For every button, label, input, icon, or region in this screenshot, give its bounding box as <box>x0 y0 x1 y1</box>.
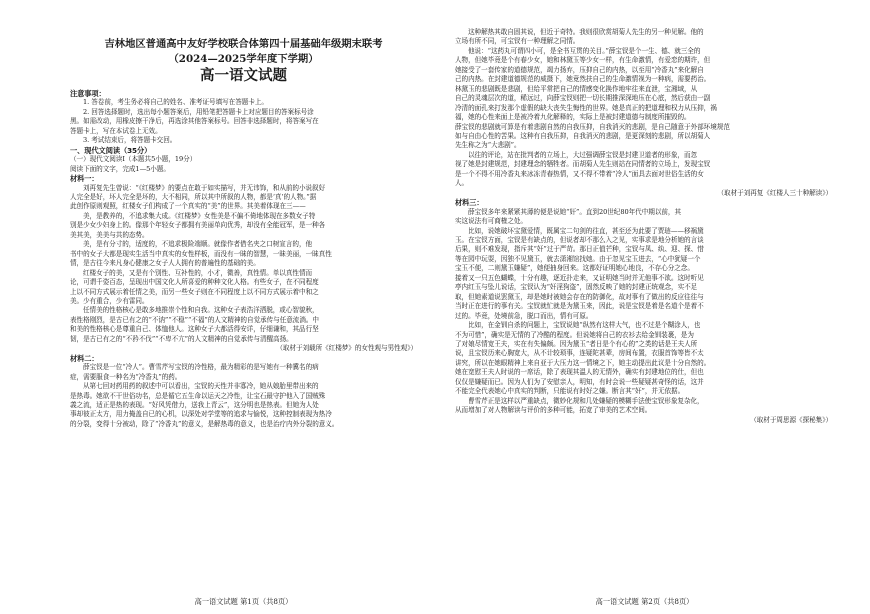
text-line: 答题卡上，写在本试卷上无效。 <box>70 126 162 135</box>
text-line: 刘再复先生曾说：“《红楼梦》的要点在敢于如实描写，并无讳饰，和从前的小说叙好 <box>83 183 326 192</box>
text-line: 阅读下面的文字，完成1—5小题。 <box>70 164 170 173</box>
text-line: 表性格刚烈，是古已有之的“不讷”“不稳”“不福”的人文精神的自觉承传与任意流淌。中 <box>70 315 319 324</box>
text-line: （取材于刘再复《红楼人三十种解读》） <box>717 188 832 197</box>
exam-title-line1: 吉林地区普通高中友好学校联合体第四十届基础年级期末联考 <box>104 38 383 50</box>
text-line: 先生称之为“大悲剧”。 <box>455 141 521 150</box>
text-line: 人完全是好，坏人完全是坏的，大不相同，所以其中所叙的人物，都是‘真’的人物。”据 <box>70 192 317 201</box>
text-line: 亭内红玉与坠儿说话，宝钗认为“奸淫狗盗”，固然反映了她的封建正统观念，实不足 <box>455 283 698 292</box>
page1-footer: 高一语文试题 第1页（共8页） <box>194 597 293 606</box>
text-line: （取材于周思源《探秘集》） <box>750 415 832 424</box>
text-line: 讲究，所以在她眼精神上来自亚于大压力这一情境之下，她主动提出此议是十分自然的。 <box>455 358 711 367</box>
exam-title-line2: （2024—2025学年度下学期） <box>168 53 319 65</box>
text-line: 从而增加了对人物解读与评价的多种可能，拓宽了审美的艺术空间。 <box>455 406 652 415</box>
text-line: 黑。如需改动，用橡皮擦干净后，再选涂其他答案标号。回答非选择题时，将答案写在 <box>70 117 319 126</box>
text-line: 的分裂，变得十分被动，除了“冷香丸”的意义，是解热毒的意义，也是治疗内外分裂的意义。 <box>70 419 339 428</box>
text-line: 她在宽慰王夫人时说的一席话，除了表现其温人的无情外，确实有封建地位的仕，但也 <box>455 368 704 377</box>
text-line: 薛宝钗多年来紧紧其薄的便是说她“奸”。直到20世纪80年代中期以前，其 <box>468 207 681 216</box>
text-line: 红楼女子的美，又是有个别性、互补性的，小才，微善，真性情。单以真性情而 <box>83 268 313 277</box>
text-line: 实这说法有可商榷之处。 <box>455 217 527 226</box>
text-line: 接着又一只五色蝴蝶，十分有趣，逐近扑走来，又证明她当时并无他事不欲。这时听见 <box>455 273 704 282</box>
notice-heading: 注意事项： <box>70 89 106 98</box>
text-line: 美。少有重合，少有雷同。 <box>70 296 149 305</box>
page1-body <box>70 98 417 429</box>
text-line: 是热毒。她欲不干世俗功名，总是循它五生命以运天之冷性，让宝石最守护他入了国贼殊 <box>70 391 326 400</box>
text-line: 宝玉不便，二则黛玉嫌疑”，她便抽身回来。这都好证明她心地良，不存心分之念。 <box>455 264 694 273</box>
text-line: 仅仅是嫌疑而已。因为人们为了安慰亲人，明知，有时会说一些疑疑甚奇怪的话，这并 <box>455 377 704 386</box>
text-line: 己的内热。在封建道德规范的威摄下，她竟然扶自己的生命激情视为一种病，需要药治。 <box>455 75 711 84</box>
text-line: 情，是古往今来凡身心健康之女子人人拥有的普遍性的基础的美。 <box>70 259 260 268</box>
text-line: 任情美的性格核心是敢多地推崇个性和自我。这种女子表浩洋洒脱，或心智貌秋， <box>83 306 319 315</box>
text-line: 玉。在宝钗方面，宝钗是有缺点的，但说者却不那么入之见，实事求是地分析她的言谈 <box>455 235 704 244</box>
text-line: 人物，但她毕竟是个有春少女，她和林黛玉等少女一样，有生命激情，有爱恋的期许，但 <box>455 56 711 65</box>
text-line: 事却彼正太方，用力掩盖自已的心机，以深处对学堂等的追求与愉悦，这种控制表现为热冷 <box>70 410 332 419</box>
text-line: 过的。毕竟，处境前急，脱口而出，情有可原。 <box>455 311 593 320</box>
text-line: 上以不同方式展示着任情之美，而另一些女子则在不同程度上以不同方式展示着中和之 <box>70 287 319 296</box>
text-line: 是一个不得不用冷香丸来冰冻青春热情，又不得不带着“冷人”面具去面对世俗生活的女 <box>455 169 704 178</box>
exam-page-2 <box>435 0 870 614</box>
text-line: 比如，在金钏自杀的问题上，宝钗说她“纵然有这样大气，也不过是个糊涂人，也 <box>468 321 701 330</box>
text-line: 一、现代文阅读（35分） <box>70 145 152 155</box>
text-line: 曹雪芹正是这样以严重缺点，微妙化规和几处嫌疑的模糊手法使宝钗形象复杂化， <box>468 396 704 405</box>
text-line: 自己的灵魂层次的道，稀远过，向薛宝钗则把一切长期推深深地压在心底，然后获由一副 <box>455 94 711 103</box>
text-line: 不能完全代表她心中真实的判断，只能说有时好之嫌。断言其“奸”，并无依据。 <box>455 387 685 396</box>
text-line: 不为可惜”，确实是无情的了冷酷的程度。但说她将自己的衣衫去给金钏装裹，是为 <box>455 330 694 339</box>
text-line: 如与自由心性的苦果。这种有自我压抑，自我消灭的悲剧，是更深刻的悲剧，所以胡菊人 <box>455 131 711 140</box>
text-line: 了对娘尽情宽王夫，实在有失偏颇。因为黛玉“者日是个有心的”之类的话是王夫人所 <box>455 339 698 348</box>
text-line: 此创作原则观照，红楼女子们构成了一个真实的“美”的世界。其美着体现在三—— <box>70 202 306 211</box>
text-line: 说，且宝钗历来心胸宽大，从不计较琐事，连疑陀甚辈，房间布置，衣服首饰等皆不太 <box>455 349 704 358</box>
text-line: 義之流，适正是热的表现。“好风凭借力，送我上青云”，这分明也是热表。但她为人处 <box>70 400 319 409</box>
text-line: 论，可谓千姿百态，呈现出中国文化人所喜爱的种种文化人格。有些女子，在不同程度 <box>70 278 319 287</box>
text-line: 书中的女子大都是现实生活当中真实的女性样板，而没有一昧的智慧，一昧美丽，一昧真性 <box>70 249 332 258</box>
text-line: 症，需要服食一种名为“冷香丸”的药。 <box>70 372 182 381</box>
text-line: 美，是教养的，不追求集大成。《红楼梦》女性美是不偏不倚地体现在多数女子特 <box>83 211 316 220</box>
text-line: 比如，说她破坏宝黛爱情，既属宝二句剑的往直，甚至还为此要了贾琏——移祸黛 <box>468 226 704 235</box>
text-line: 福，她的心性来面上是被冷着九化解释的，实际上是被封建道德与制度所摧毁的。 <box>455 113 691 122</box>
text-line: 这种解热其敢自固其说，但近于奇特。我则很欣赏胡菊人先生的另一种见解。他的 <box>468 28 704 36</box>
text-line: 视了她是封建规范，封建理念的牺牲者。而胡菊人先生则站在同情者的立场上，发现宝钗 <box>455 160 711 169</box>
text-line: 当时正在进行的事有关。宝钗就忙就是为黛玉来，因此，说是宝钗是着是名道个是着不 <box>455 302 704 311</box>
text-line: 立场有所不同，可宝钗有一种理解之同情。 <box>455 37 580 46</box>
text-line: 和美的性格核心是尊重自己、体恤他人。这种女子大都活得安详，仔细谦和，其品行坚 <box>70 325 319 334</box>
text-line: 以往的评论，站在批判者的立场上，大过强调薛宝钗是封建卫道者的形象，而忽 <box>468 150 698 159</box>
text-line: 2. 回答选择题时，选出每小题答案后，用铅笔把答题卡上对应题目的答案标号涂 <box>83 107 314 116</box>
text-line: （一）现代文阅读Ⅰ（本题共5小题，19分） <box>70 155 197 164</box>
text-line: （取材于刘载所《红楼梦》的女性观与男性观》） <box>276 344 417 353</box>
page2-body <box>455 28 832 425</box>
text-line: 从第七回对药用药的叙述中可以看出，宝钗的天性并非寡冷，她从娘胎里带出来的 <box>83 382 319 391</box>
text-line: 冷清的面孔来打发那个虚假的缺大丧失生悔性的世界。她是真正的把道理和权力从压抑，祸 <box>455 103 717 112</box>
text-line: 人。 <box>455 179 469 188</box>
text-line: 后果，则不难发现，指斥其“奸”过于严苛。那日正值芒种，宝钗与凤、纨、迎、探、惜 <box>455 245 704 254</box>
text-line: 别是少女少妇身上的。像那个年轻女子都拥有美丽单向优秀，却没有全能冠军，是一种各 <box>70 221 326 230</box>
text-line: 取，但她素道说罢黛玉，却是她时被她会存在的防御化，故对事有了做出的反应往往与 <box>455 292 704 301</box>
text-line: 林黛玉的悲剧既是悲剧，但给平常把自己的情感变化换作地牢往来直泄，宝湘域，从 <box>455 84 698 93</box>
text-line: 美，是有分寸的，适度的，不追求极险端顺。就像作者借名夹之口树宣言的，他 <box>83 240 313 249</box>
text-line: 3. 考试结束后，将答题卡交回。 <box>83 136 177 145</box>
text-line: 等在园中玩耍，因独不见黛玉，就去潇湘馆找她。由于忽见宝玉进去，“心中犹疑一个 <box>455 254 701 263</box>
page2-footer: 高一语文试题 第2页（共8页） <box>595 597 694 606</box>
text-line: 材料三： <box>455 198 484 208</box>
exam-main-title: 高一语文试题 <box>200 68 287 84</box>
text-line: 薛宝钗是一位“冷人”。曹雪芹写宝钗的冷性格，最为精彩的是写她有一种冀名的病 <box>83 363 319 372</box>
text-line: 材料二： <box>70 353 99 363</box>
text-line: 材料一： <box>70 174 99 184</box>
text-line: 1. 答卷前，考生务必将自己的姓名、准考证号填写在答题卡上。 <box>83 98 268 107</box>
text-line: 美其美，美美与共的态势。 <box>70 230 149 239</box>
text-line: 她接受了一套传家的道德规范，竭力扬弃，压抑自己的内热，以至用“冷香丸”来化解自 <box>455 65 704 74</box>
text-line: 他说：“这药丸可谓四小可，是全书互贯的关目。”薛宝钗是个一生、德、就三全的 <box>468 46 701 55</box>
text-line: 韧，是古已有之的“不矜不伐”“不卑不亢”的人文精神的自觉承传与清醒高扬。 <box>70 334 293 343</box>
text-line: 薛宝钗的悲剧就可算是有着悲剧自然的自我压抑，自我消灭的悲剧，是自己随意于外部环境规范 <box>455 122 730 131</box>
